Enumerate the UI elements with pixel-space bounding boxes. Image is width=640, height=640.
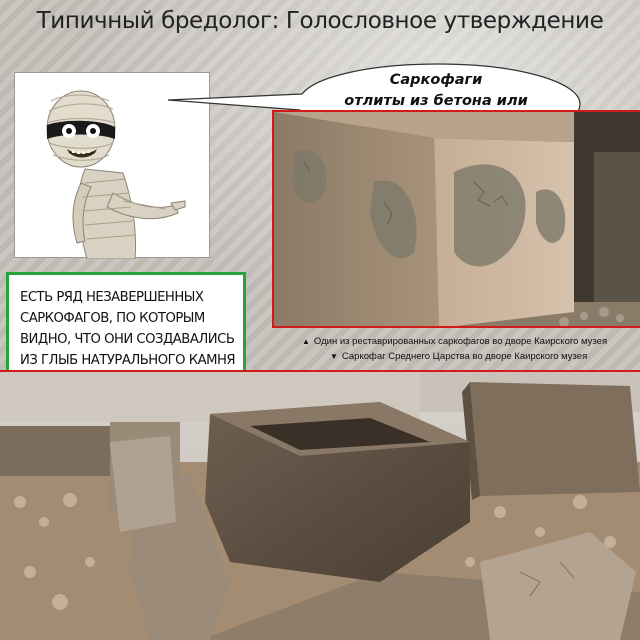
caption-restored	[302, 336, 607, 347]
note-line: ВИДНО, ЧТО ОНИ СОЗДАВАЛИСЬ	[20, 332, 235, 347]
bubble-line: отлиты из бетона или	[344, 93, 528, 109]
restored-sarcophagus-photo	[272, 110, 640, 328]
note-box	[6, 272, 246, 382]
caption-text: Саркофаг Среднего Царства во дворе Каирского музея	[341, 351, 588, 362]
caption-text: Один из реставрированных саркофагов во дворе Каирского музея	[313, 336, 608, 347]
note-line: САРКОФАГОВ, ПО КОТОРЫМ	[20, 311, 205, 326]
note-line: ИЗ ГЛЫБ НАТУРАЛЬНОГО КАМНЯ	[20, 353, 236, 368]
triangle-down-icon: ▼	[330, 352, 338, 361]
bubble-line: Саркофаги	[389, 72, 483, 88]
triangle-up-icon: ▲	[302, 337, 310, 346]
caption-middle-kingdom	[330, 351, 587, 362]
courtyard-sarcophagus-photo	[0, 370, 640, 640]
page-title: Типичный бредолог: Голословное утверждение	[36, 8, 604, 34]
note-line: ЕСТЬ РЯД НЕЗАВЕРШЕННЫХ	[20, 290, 204, 305]
